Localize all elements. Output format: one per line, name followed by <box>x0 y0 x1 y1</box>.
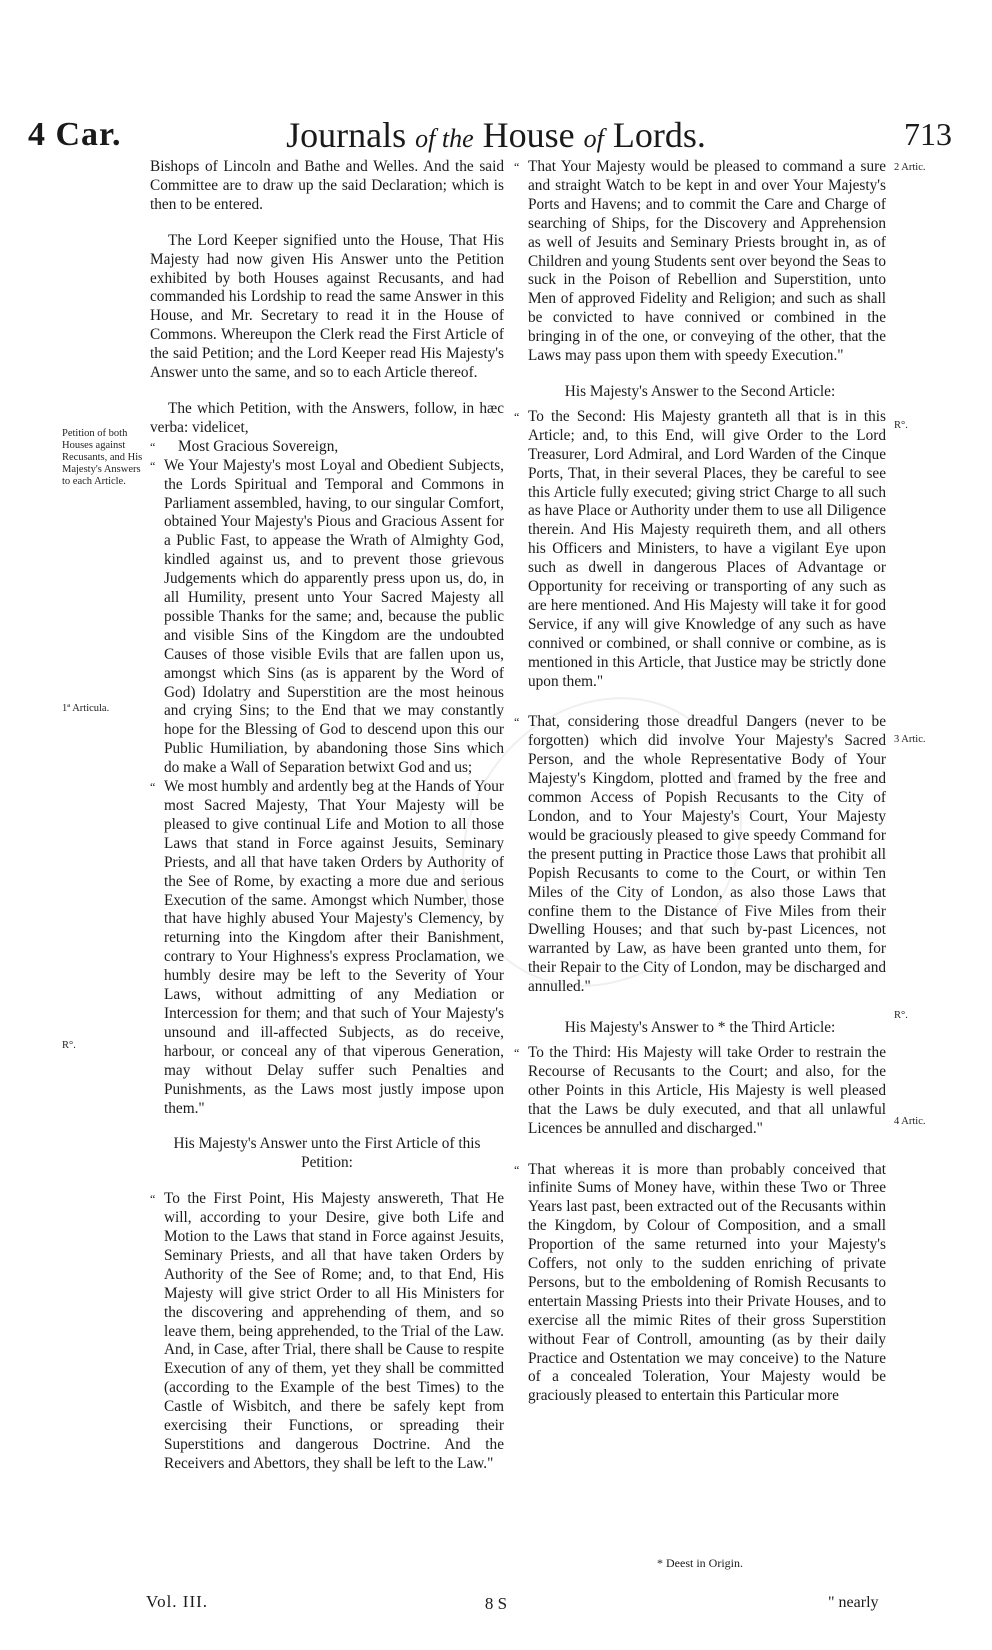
margin-note-article-4: 4 Artic. <box>894 1116 926 1127</box>
salutation: “ Most Gracious Sovereign, <box>150 438 504 457</box>
answer-article-2: “ To the Second: His Majesty granteth all that is in this Article; and, to this End, will give Order to the Lord Treasurer, Lord Admiral, and Lord Warden of the Cinque Ports, That, in their several Places, they be careful to see this Article fully executed; giving strict Charge to all such as have Place or Authority under them to use all Diligence therein. And His Majesty requireth them, and all others his Officers and Ministers, to have a vigilant Eye upon such as dwell in dangerous Places of Advantage or Opportunity for receiving or transporting of any such as are here mentioned. And His Majesty will take it for good Service, if any will give Knowledge of any such as have connived or combined, or shall connive or combine, as is mentioned in this Article, that Justice may be strictly done upon them." <box>514 408 886 692</box>
title-house: House <box>482 115 575 155</box>
petition-article-1: “ We most humbly and ardently beg at the Hands of Your most Sacred Majesty, That Your Majesty will be pleased to give continual Life and Motion to all those Laws that stand in Force against Jesuits, Seminary Priests, and all that have taken Orders by Authority of the See of Rome, by exacting a more due and serious Execution of the same. Amongst which Number, those that have highly abused Your Majesty's Clemency, by returning into the Kingdom after their Banishment, contrary to Your Highness's express Proclamation, we humbly desire may be left to the Severity of Your Laws, without admitting of any Mediation or Intercession for them; and that such of Your Majesty's unsound and ill-affected Subjects, as do receive, harbour, or conceal any of that viperous Generation, may without Delay suffer such Penalties and Punishments, as the Laws most justly impose upon them." <box>150 778 504 1118</box>
margin-note-response-3: R°. <box>894 1010 908 1021</box>
title-of-the: of the <box>415 124 474 153</box>
margin-note-petition: Petition of both Houses against Recusants, and His Majesty's Answers to each Article. <box>62 428 143 487</box>
petition-preamble: “ We Your Majesty's most Loyal and Obedient Subjects, the Lords Spiritual and Temporal and Commons in Parliament assembled, having, to our singular Comfort, obtained Your Majesty's Pious and Gracious Assent for a Public Fast, to appease the Wrath of Almighty God, kindled against us, and to prevent those grievous Judgements which do apparently press upon us, do, in all Humility, present unto Your Sacred Majesty all possible Thanks for the same; and, because the public and visible Sins of the Kingdom are the undoubted Causes of those visible Evils that are fallen upon us, amongst which Sins (as is apparent by the Word of God) Idolatry and Superstition are the most heinous and crying Sins; to the End that we may constantly hope for the Blessing of God to descend upon this our Public Humiliation, by abandoning those Sins which do make a Wall of Separation betwixt God and us; <box>150 457 504 778</box>
margin-note-response-2: R°. <box>894 420 908 431</box>
margin-note-response-1: R°. <box>62 1040 76 1051</box>
running-head-title <box>0 114 992 156</box>
title-of: of <box>583 124 604 153</box>
right-column <box>514 158 886 1406</box>
answer-article-1: “ To the First Point, His Majesty answereth, That He will, according to your Desire, give both Life and Motion to the Laws that stand in Force against Jesuits, Seminary Priests, and all that have taken Orders by Authority of the See of Rome; and, to that End, His Majesty will give strict Order to all His Ministers for the discovering and apprehending of them, and so leave them, being apprehended, to the Trial of the Law. And, in Case, after Trial, there shall be Cause to respite Execution of any of them, yet they shall be committed (according to the Example of the best Times) to the Castle of Wisbitch, and there be safely kept from exercising their Functions, or spreading their Superstitions and dangerous Doctrine. And the Receivers and Abettors, they shall be left to the Law." <box>150 1190 504 1474</box>
volume-label: Vol. III. <box>146 1592 209 1611</box>
page-number: 713 <box>904 116 952 152</box>
margin-note-article-1: 1ª Articula. <box>62 703 110 714</box>
catchword: " nearly <box>828 1594 879 1611</box>
petition-article-4: “ That whereas it is more than probably conceived that infinite Sums of Money have, within these Two or Three Years last past, been extracted out of the Recusants within the Kingdom, by Colour of Composition, and a small Proportion of the same returned into your Majesty's Coffers, not only to the sudden enriching of private Persons, but to the emboldening of Romish Recusants to entertain Massing Priests into their Private Houses, and to exercise all the mimic Rites of their gross Superstition without Fear of Controll, amounting (as by their daily Practice and Ostentation we may conceive) to the Nature of a concealed Toleration, Your Majesty would be graciously pleased to entertain this Particular more <box>514 1161 886 1407</box>
left-paragraph-3: The which Petition, with the Answers, follow, in hæc verba: videlicet, <box>150 399 504 436</box>
petition-article-2: “ That Your Majesty would be pleased to command a sure and straight Watch to be kept in and over Your Majesty's Ports and Havens; and to commit the Care and Charge of searching of Ships, for the Discovery and Apprehension as well of Jesuits and Seminary Priests brought in, as of Children and young Students sent over beyond the Seas to suck in the Poison of Rebellion and Superstition, unto Men of approved Fidelity and Religion; and such as shall be convicted to have connived or combined in the bringing in of the one, or conveying of the other, that the Laws may pass upon them with speedy Execution." <box>514 158 886 366</box>
signature-mark: 8 S <box>484 1594 508 1613</box>
answer-heading-2: His Majesty's Answer to the Second Article: <box>564 382 836 400</box>
running-head-regnal-year: 4 Car. <box>28 116 122 153</box>
footnote: * Deest in Origin. <box>657 1556 743 1570</box>
petition-article-3: “ That, considering those dreadful Dangers (never to be forgotten) which did involve Your Majesty's Sacred Person, and the whole Representative Body of Your Majesty's Kingdom, plotted and framed by the free and common Access of Popish Recusants to the City of London, and to Your Majesty's Court, Your Majesty would be graciously pleased to give speedy Command for the present putting in Practice those Laws that prohibit all Popish Recusants to come to the Court, or within Ten Miles of the City of London, as also those Laws that confine them to the Distance of Five Miles from their Dwelling Houses; and that such by-past Licences, not warranted by Law, as have been granted unto them, for their Repair to the City of London, may be discharged and annulled." <box>514 713 886 997</box>
title-lords: Lords. <box>612 115 706 155</box>
answer-heading-1: His Majesty's Answer unto the First Article of this Petition: <box>173 1135 481 1172</box>
title-journals: Journals <box>286 115 407 155</box>
answer-article-3: “ To the Third: His Majesty will take Order to restrain the Recourse of Recusants to the Court; and also, for the other Points in this Article, His Majesty is well pleased that the Laws be duly executed, and that all unlawful Licences be annulled and discharged." <box>514 1044 886 1139</box>
margin-note-article-2: 2 Artic. <box>894 162 926 173</box>
answer-heading-3: His Majesty's Answer to * the Third Article: <box>564 1019 836 1037</box>
left-paragraph-2: The Lord Keeper signified unto the House, That His Majesty had now given His Answer unto the Petition exhibited by both Houses against Recusants, and had commanded his Lordship to read the same Answer in this House, and Mr. Secretary to read it in the House of Commons. Whereupon the Clerk read the First Article of the said Petition; and the Lord Keeper read His Majesty's Answer unto the same, and so to each Article thereof. <box>150 231 504 382</box>
margin-note-article-3: 3 Artic. <box>894 734 926 745</box>
left-column <box>150 158 504 1474</box>
left-paragraph-1: Bishops of Lincoln and Bathe and Welles. And the said Committee are to draw up the said Declaration; which is then to be entered. <box>150 158 504 213</box>
